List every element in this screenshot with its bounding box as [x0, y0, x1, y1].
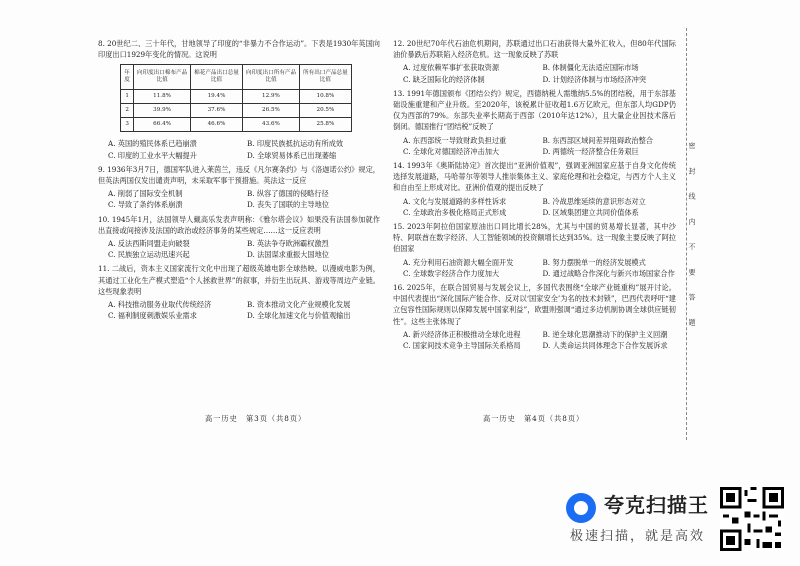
option: A. 反法西斯同盟走向破裂	[108, 239, 190, 249]
option: A. 英国的殖民体系已趋崩溃	[108, 139, 197, 149]
question-15-options	[403, 257, 676, 279]
table-cell: 2	[121, 104, 134, 118]
question-10-options	[108, 238, 380, 260]
table-cell: 26.5%	[243, 104, 300, 118]
table-header-cell: 棉花产品出口总量比值	[190, 65, 242, 90]
table-cell: 10.8%	[299, 90, 351, 104]
option: D. 区域集团建立共同价值体系	[542, 207, 639, 217]
question-16-options	[403, 329, 676, 351]
option: B. 体制僵化无法适应国际市场	[542, 63, 639, 73]
option: A. 科技推动服务业取代传统经济	[108, 300, 212, 310]
question-8-stem: 8. 20世纪二、三十年代，甘地领导了印度的“非暴力不合作运动”。下表是1930年英国向印度出口1929年变化的情况。这说明	[98, 39, 380, 60]
option: B. 资本推动文化产业规模化发展	[247, 300, 351, 310]
table-cell: 19.4%	[190, 90, 242, 104]
option: D. 人类命运共同体理念下合作发展诉求	[542, 341, 668, 351]
page-footer-right: 高一历史 第4页（共8页）	[483, 414, 585, 423]
export-data-table	[120, 64, 352, 132]
option: C. 全球数字经济合作力度加大	[403, 268, 500, 278]
option: C. 国家间技术竞争主导国际关系格局	[403, 341, 521, 351]
option: A. 充分利用石油资源大幅全面开发	[403, 257, 514, 267]
table-cell: 37.6%	[190, 104, 242, 118]
watermark-subtitle: 极速扫描，就是高效	[570, 529, 706, 544]
option: D. 全球贸易体系已出现萎缩	[247, 150, 337, 160]
option: C. 民族独立运动迅速兴起	[108, 250, 190, 260]
table-cell: 66.4%	[134, 118, 191, 132]
table-row	[121, 90, 352, 104]
option: D. 法国谋求重振大国地位	[247, 250, 329, 260]
option: D. 计划经济体制与市场经济冲突	[542, 74, 647, 84]
table-header-row	[121, 65, 352, 90]
table-cell: 12.9%	[243, 90, 300, 104]
question-9-options	[108, 188, 380, 210]
table-header-cell: 年度	[121, 65, 134, 90]
binding-margin-text: 密 封 线 内 不 要 答 题	[688, 142, 696, 334]
question-10-stem: 10. 1945年1月，法国领导人戴高乐发表声明称：《雅尔塔会议》如果没有法国参加就作出直接或间接涉及法国的政治或经济事务的某些规定……这一反应表明	[98, 214, 380, 235]
option: B. 努力摆脱单一的经济发展模式	[542, 257, 646, 267]
question-12-options	[403, 62, 676, 84]
option: A. 东西部统一导致财政负担过重	[403, 135, 507, 145]
option: C. 全球化对德国经济冲击加大	[403, 146, 500, 156]
option: A. 文化与发展道路的多样性诉求	[403, 196, 507, 206]
table-cell: 39.9%	[134, 104, 191, 118]
option: B. 冷战思维延续的意识形态对立	[542, 196, 646, 206]
question-13-stem: 13. 1991年德国颁布《团结公约》规定，西德纳税人需缴纳5.5%的团结税，用于东部基础设施重建和产业升级。至2020年，该税累计征收超1.6万亿欧元，但东部人均GDP仍仅为西部的79%。东部失业率长期高于西部（2010年达12%），且大量企业因技术落后倒闭。德国推行“团结税”反映了	[393, 88, 676, 132]
table-cell: 1	[121, 90, 134, 104]
right-page	[393, 38, 676, 354]
option: C. 缺乏国际化的经济体制	[403, 74, 485, 84]
question-11-options	[108, 299, 380, 321]
watermark-title: 夸克扫描王	[604, 493, 709, 517]
qr-code-icon	[720, 487, 784, 551]
option: B. 英法争夺欧洲霸权激烈	[247, 239, 329, 249]
option: D. 丧失了国联的主导地位	[247, 200, 329, 210]
scanner-watermark	[566, 487, 726, 551]
option: B. 逆全球化思潮推动下的保护主义回潮	[542, 329, 668, 339]
option: A. 过度依赖军事扩张获取资源	[403, 63, 500, 73]
option: B. 纵容了德国的侵略行径	[247, 189, 329, 199]
table-cell: 43.6%	[243, 118, 300, 132]
table-header-cell: 所有出口产品总量比值	[299, 65, 351, 90]
table-cell: 3	[121, 118, 134, 132]
table-header-cell: 向印度出口棉布产品比值	[134, 65, 191, 90]
question-15-stem: 15. 2023年阿拉伯国家原油出口同比增长28%，尤其与中国的贸易增长显著，其中沙特、阿联酋在数字经济、人工智能领域的投资额增长达到35%。这一现象主要反映了阿拉伯国家	[393, 222, 676, 254]
option: A. 削弱了国际安全机制	[108, 189, 183, 199]
question-12-stem: 12. 20世纪70年代石油危机期间，苏联通过出口石油获得大量外汇收入，但80年代国际油价暴跌后苏联陷入经济危机。这一现象反映了苏联	[393, 39, 676, 60]
option: C. 福利制度刺激娱乐业需求	[108, 311, 197, 321]
option: D. 通过战略合作深化与新兴市场国家合作	[542, 268, 675, 278]
table-cell: 46.6%	[190, 118, 242, 132]
question-8-options	[108, 138, 380, 160]
question-9-stem: 9. 1936年3月7日，德国军队进入莱茵兰，违反《凡尔赛条约》与《洛迦诺公约》规定，但英法两国仅发出谴责声明，未采取军事干预措施。英法这一反应	[98, 164, 380, 186]
option: C. 全球政治多极化格局正式形成	[403, 207, 507, 217]
table-header-cell: 向印度出口所有产品比值	[243, 65, 300, 90]
question-16-stem: 16. 2025年，在联合国贸易与发展会议上，多国代表围绕“全球产业链重构”展开讨论。中国代表提出“深化国际产能合作、反对以‘国家安全’为名的技术封锁”，巴西代表呼吁“建立包容性国际规则以保障发展中国家利益”，欧盟则强调“通过多边机制协调全球供应链韧性”。这些主张体现了	[393, 283, 676, 326]
option: D. 全球化加速文化与价值观输出	[247, 311, 351, 321]
option: C. 导致了条约体系崩溃	[108, 200, 183, 210]
table-cell: 25.8%	[299, 118, 351, 132]
table-row	[121, 104, 352, 118]
option: D. 两德统一经济整合任务艰巨	[542, 146, 639, 156]
quark-logo-icon	[566, 493, 596, 523]
page-footer-left: 高一历史 第3页（共8页）	[205, 414, 307, 423]
table-row	[121, 118, 352, 132]
table-cell: 20.5%	[299, 104, 351, 118]
question-14-options	[403, 196, 676, 218]
left-page	[98, 38, 380, 324]
table-cell: 11.8%	[134, 90, 191, 104]
option: A. 新兴经济体正积极推动全球化进程	[403, 329, 521, 339]
question-11-stem: 11. 二战后，资本主义国家流行文化中出现了超级英雄电影全球热映。以漫威电影为例，其通过工业化生产模式塑造“个人拯救世界”的叙事，并衍生出玩具、游戏等周边产业链。这些现象表明	[98, 264, 380, 296]
option: C. 印度的工业水平大幅提升	[108, 150, 197, 160]
option: B. 东西部区域间差异阻碍政治整合	[542, 135, 653, 145]
option: B. 印度民族抵抗运动有所成效	[247, 139, 344, 149]
question-14-stem: 14. 1993年《奥斯陆协定》首次提出“亚洲价值观”，强调亚洲国家应基于自身文化传统选择发展道路，马哈蒂尔等领导人推崇集体主义、家庭伦理和社会稳定，与西方个人主义和自由至上形成对比。亚洲价值观的提出反映了	[393, 161, 676, 193]
question-13-options	[403, 135, 676, 157]
